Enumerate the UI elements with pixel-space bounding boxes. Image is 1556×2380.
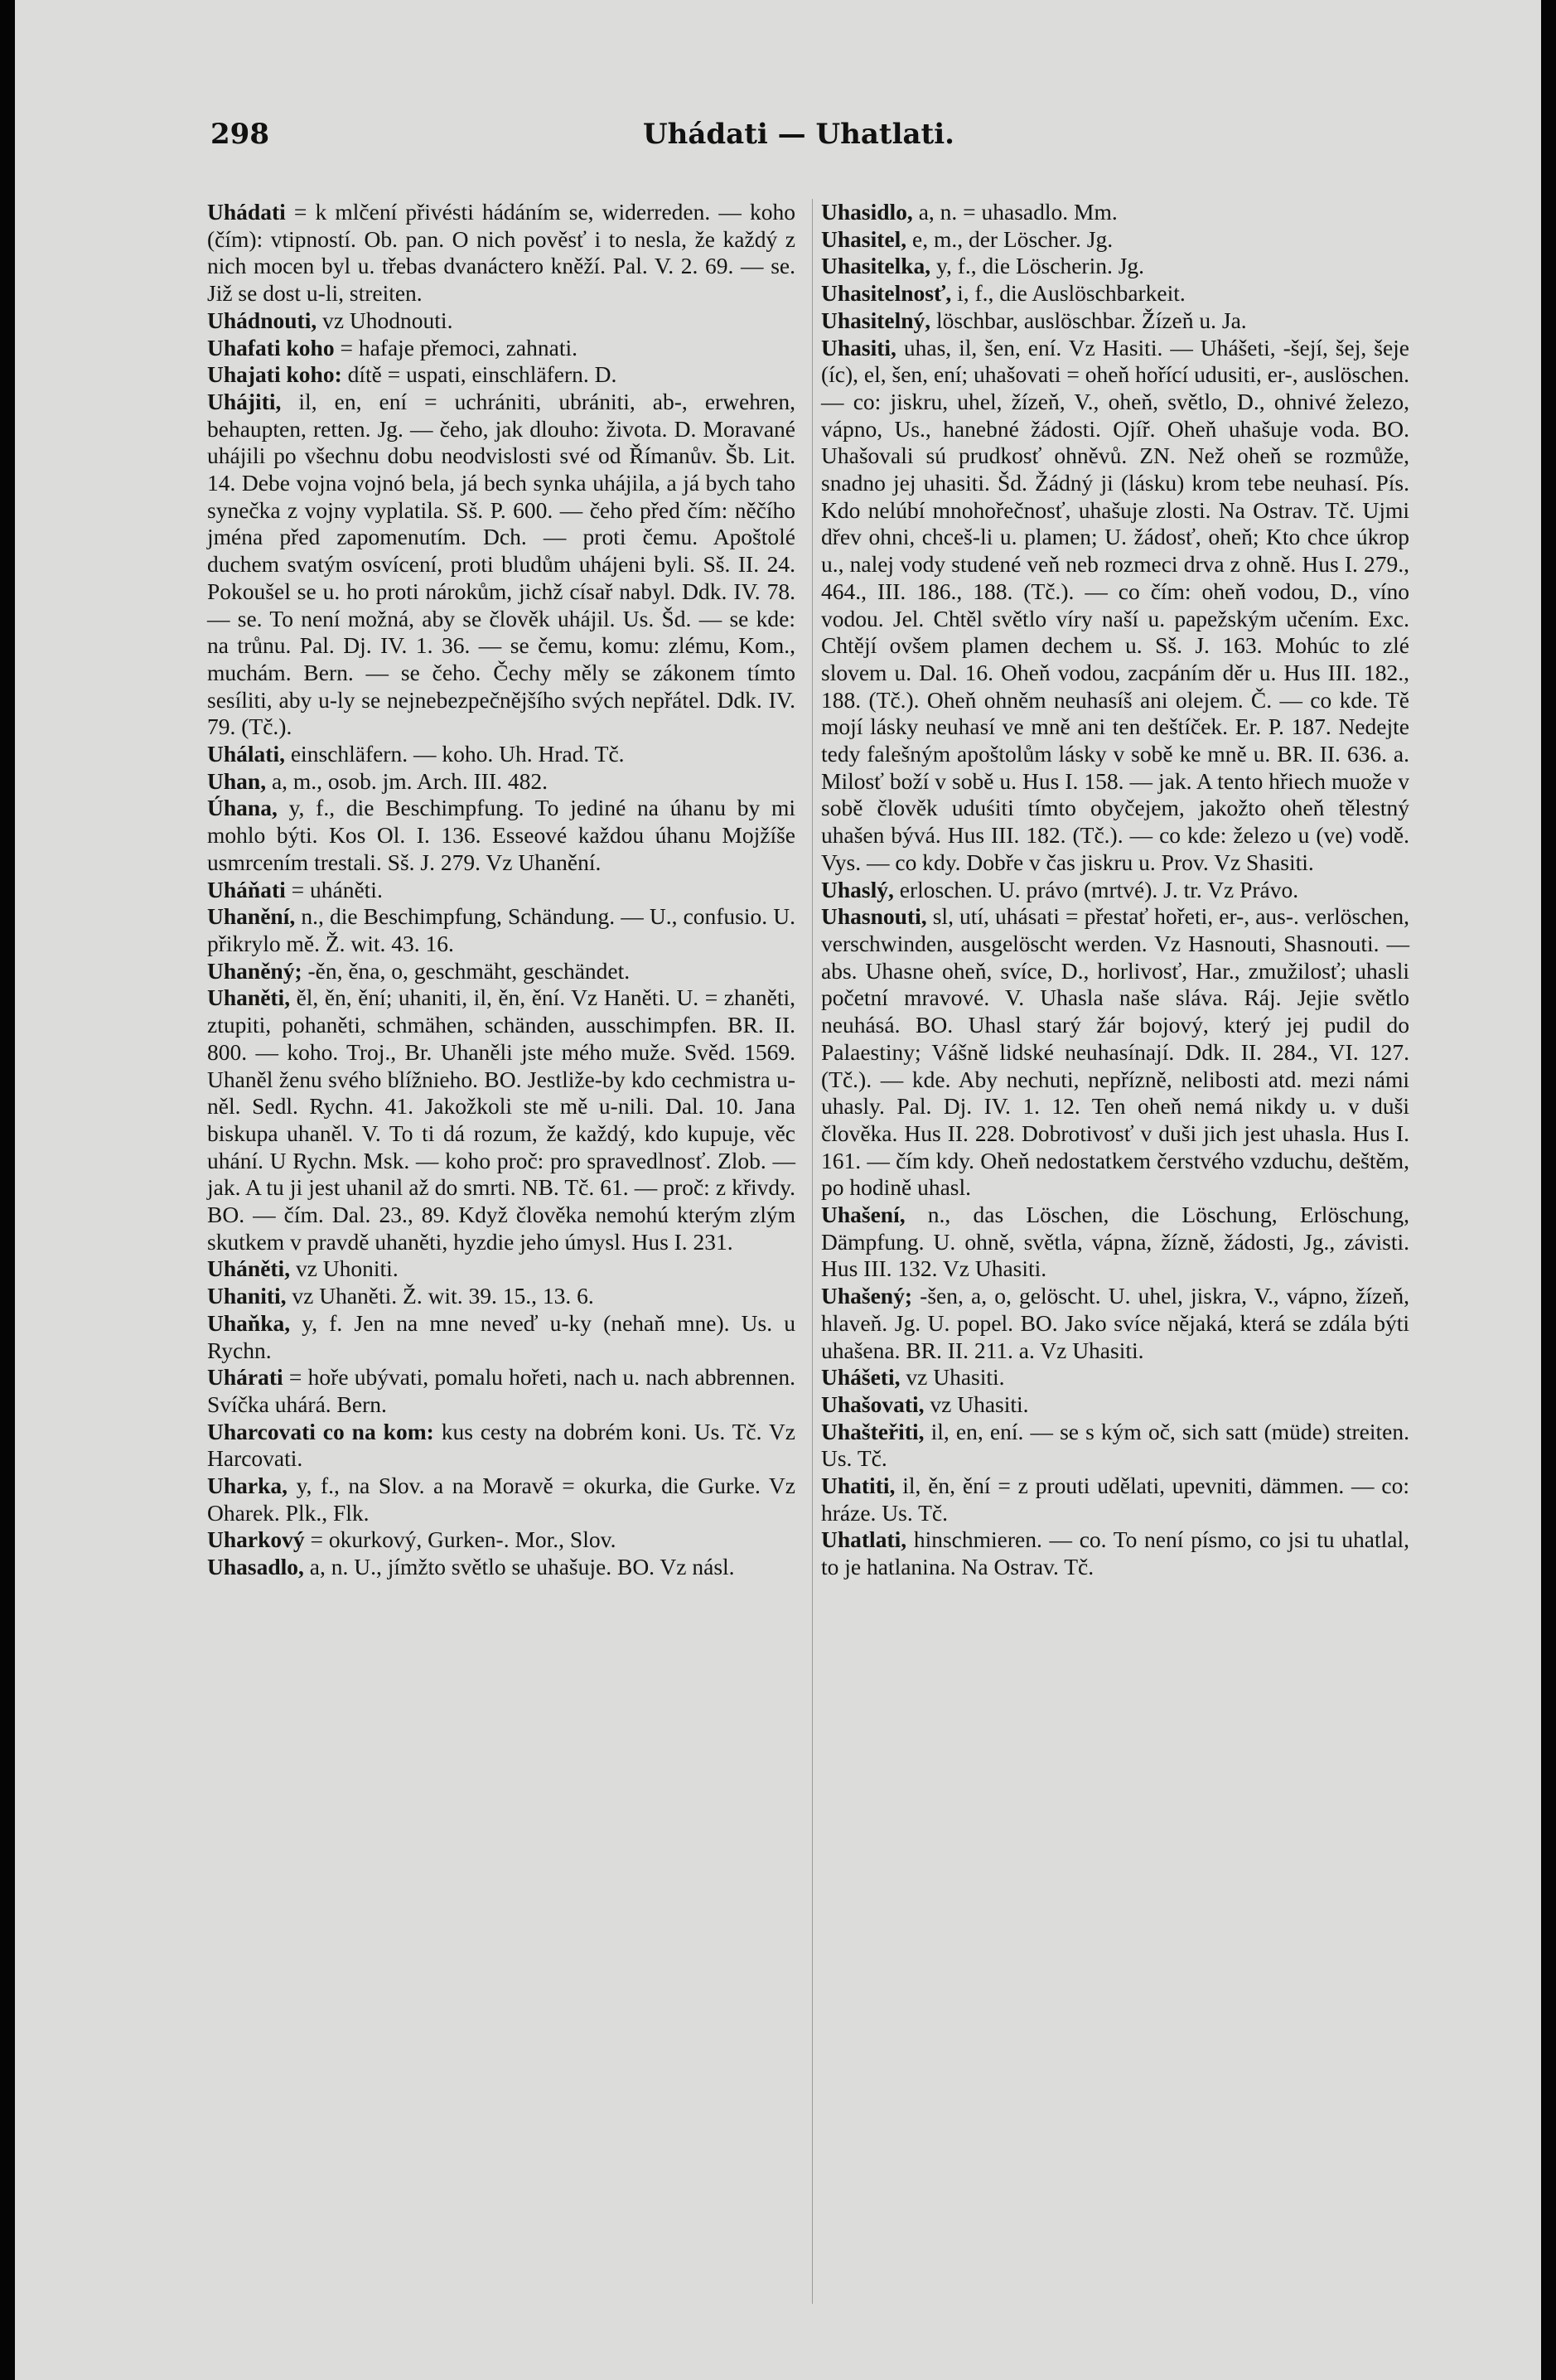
entry-definition: y, f. Jen na mne neveď u-ky (nehaň mne). Us. u Rychn. bbox=[207, 1309, 795, 1363]
entry-definition: vz Uhasiti. bbox=[924, 1391, 1029, 1417]
entry-definition: e, m., der Löscher. Jg. bbox=[906, 225, 1114, 252]
entry-definition: y, f., die Löscherin. Jg. bbox=[930, 253, 1145, 279]
running-head-title: Uhádati — Uhatlati. bbox=[642, 118, 954, 151]
entry-definition: i, f., die Auslöschbarkeit. bbox=[951, 280, 1186, 307]
left-column bbox=[207, 199, 795, 1581]
entry-headword: Uhárati bbox=[207, 1364, 283, 1391]
running-head bbox=[210, 118, 1387, 167]
entry-definition: -šen, a, o, gelöscht. U. uhel, jiskra, V., vápno, žízeň, hlaveň. Jg. U. popel. BO. Jako svíce nějaká, která se zdála býti uhašena. BR. II. 211. a. Vz Uhasiti. bbox=[821, 1283, 1409, 1363]
entry-definition: erloschen. U. právo (mrtvé). J. tr. Vz Právo. bbox=[893, 876, 1299, 902]
entry-definition: uhas, il, šen, ení. Vz Hasiti. — Uhášeti, -šejí, šej, šeje (íc), el, šen, ení; uhašovati = oheň hořící udusiti, er-, auslöschen. — co: jiskru, uhel, žízeň, V., oheň, světlo, D., ohnivé železo, vápno, Us., hanebné žádosti. Ojíř. Oheň uhašuje voda. BO. Uhašovali sú prudkosť ohněvů. ZN. Než oheň se rozmůže, snadno jej uhasiti. Šd. Žádný ji (lásku) krom tebe neuhasí. Pís. Kdo nelúbí mnohořečnosť, uhašuje zlosti. Na Ostrav. Tč. Ujmi dřev ohni, chceš-li u. plamen; U. žádosť, oheň; Kto chce úkrop u., nalej vody studené veň neb rozmeci drva z ohně. Hus I. 279., 464., III. 186., 188. (Tč.). — co čím: oheň vodou, D., víno vodou. Jel. Chtěl světlo víry naší u. papežským učením. Exc. Chtějí ovšem plamen dechem u. Sš. J. 163. Mohúc to zlé slovem u. Dal. 16. Oheň vodou, zacpáním děr u. Hus III. 182., 188. (Tč.). Oheň ohněm neuhasíš ani olejem. Č. — co kde. Tě mojí lásky neuhasí ve mně ani ten deštíček. Er. P. 187. Nedejte tedy falešným apoštolům lásky v sobě ke mně u. BR. II. 636. a. Milosť boží v sobě u. Hus I. 158. — jak. A tento hřiech muože v sobě člověk uduśiti tímto obyčejem, jakožto oheň tělestný uhašen bývá. Hus III. 182. (Tč.). — co kde: železo u (ve) vodě. Vys. — co kdy. Dobře v čas jiskru u. Prov. Vz Shasiti. bbox=[821, 334, 1409, 875]
entry-definition: ěl, ěn, ění; uhaniti, il, ěn, ění. Vz Haněti. U. = zhaněti, ztupiti, pohaněti, schmähen, schänden, ausschimpfen. BR. II. 800. — koho. Troj., Br. Uhaněli jste mého muže. Svěd. 1569. Uhaněl ženu svého blížnieho. BO. Jestliže-by kdo cechmistra u-něl. Sedl. Rychn. 41. Jakožkoli ste mě u-nili. Dal. 10. Jana biskupa uhaněl. V. To ti dá rozum, že každý, kdo kupuje, věc uhání. U Rychn. Msk. — koho proč: pro spravedlnosť. Zlob. — jak. A tu ji jest uhanil až do smrti. NB. Tč. 61. — proč: z křivdy. BO. — čím. Dal. 23., 89. Když člověka nemohú kterým zlým skutkem v pravdě uhaněti, hyzdie jeho úmysl. Hus I. 231. bbox=[207, 984, 795, 1255]
dictionary-entry bbox=[821, 1419, 1409, 1473]
entry-definition: vz Uhodnouti. bbox=[317, 307, 453, 333]
entry-definition: n., das Löschen, die Löschung, Erlöschung, Dämpfung. U. ohně, světla, vápna, žízně, žádosti, Jg., závisti. Hus III. 132. Vz Uhasiti. bbox=[821, 1202, 1409, 1282]
dictionary-entry bbox=[207, 877, 795, 904]
entry-headword: Uhaněti, bbox=[207, 984, 291, 1011]
entry-headword: Uhasitelka, bbox=[821, 253, 931, 279]
entry-headword: Uhaněný; bbox=[207, 957, 302, 984]
dictionary-entry bbox=[821, 1283, 1409, 1364]
dictionary-entry bbox=[207, 389, 795, 741]
entry-definition: einschläfern. — koho. Uh. Hrad. Tč. bbox=[284, 741, 625, 767]
dictionary-entry bbox=[821, 1202, 1409, 1283]
entry-headword: Uhaňka, bbox=[207, 1309, 291, 1336]
entry-definition: = okurkový, Gurken-. Mor., Slov. bbox=[304, 1526, 616, 1553]
dictionary-entry bbox=[821, 1364, 1409, 1391]
entry-headword: Uhájiti, bbox=[207, 388, 282, 414]
dictionary-entry bbox=[207, 1310, 795, 1364]
entry-definition: kus cesty na dobrém koni. Us. Tč. Vz Harcovati. bbox=[207, 1418, 795, 1472]
entry-definition: a, n. = uhasadlo. Mm. bbox=[912, 199, 1118, 225]
column-divider bbox=[812, 199, 813, 2304]
dictionary-entry bbox=[821, 307, 1409, 335]
dictionary-entry bbox=[207, 903, 795, 957]
entry-headword: Uhasnouti, bbox=[821, 903, 927, 930]
entry-headword: Uhašteřiti, bbox=[821, 1418, 925, 1444]
entry-definition: y, f., na Slov. a na Moravě = okurka, die Gurke. Vz Oharek. Plk., Flk. bbox=[207, 1473, 795, 1526]
entry-headword: Uhašený; bbox=[821, 1283, 913, 1309]
dictionary-entry bbox=[207, 741, 795, 768]
entry-definition: -ěn, ěna, o, geschmäht, geschändet. bbox=[302, 957, 631, 984]
entry-definition: löschbar, auslöschbar. Žízeň u. Ja. bbox=[930, 307, 1247, 333]
entry-headword: Uhasidlo, bbox=[821, 199, 913, 225]
dictionary-entry bbox=[821, 335, 1409, 877]
entry-headword: Uhasadlo, bbox=[207, 1554, 304, 1580]
entry-definition: dítě = uspati, einschläfern. D. bbox=[341, 361, 617, 388]
entry-headword: Uhaslý, bbox=[821, 876, 894, 902]
entry-definition: vz Uhoniti. bbox=[290, 1255, 399, 1282]
entry-definition: = hafaje přemoci, zahnati. bbox=[334, 334, 578, 360]
entry-headword: Úhana, bbox=[207, 795, 278, 821]
entry-headword: Uhatlati, bbox=[821, 1526, 907, 1553]
entry-headword: Uhaniti, bbox=[207, 1283, 287, 1309]
entry-headword: Uhafati koho bbox=[207, 334, 335, 360]
dictionary-entry bbox=[821, 903, 1409, 1202]
entry-definition: il, en, ení. — se s kým oč, sich satt (müde) streiten. Us. Tč. bbox=[821, 1418, 1409, 1472]
dictionary-entry bbox=[821, 877, 1409, 904]
entry-headword: Uhasitelný, bbox=[821, 307, 931, 333]
page-number: 298 bbox=[210, 118, 269, 151]
entry-headword: Uhádati bbox=[207, 199, 286, 225]
entry-headword: Uhádnouti, bbox=[207, 307, 317, 333]
entry-headword: Uharka, bbox=[207, 1473, 288, 1499]
dictionary-entry bbox=[207, 361, 795, 389]
entry-headword: Uhasitelnosť, bbox=[821, 280, 952, 307]
dictionary-entry bbox=[821, 1473, 1409, 1526]
entry-headword: Uhášeti, bbox=[821, 1364, 901, 1391]
entry-headword: Uhašovati, bbox=[821, 1391, 925, 1417]
entry-headword: Uhajati koho: bbox=[207, 361, 342, 388]
dictionary-entry bbox=[207, 1419, 795, 1473]
dictionary-entry bbox=[821, 199, 1409, 226]
entry-headword: Uharcovati co na kom: bbox=[207, 1418, 434, 1444]
dictionary-page bbox=[15, 0, 1541, 2380]
dictionary-entry bbox=[207, 795, 795, 876]
dictionary-entry bbox=[821, 280, 1409, 307]
dictionary-entry bbox=[821, 1391, 1409, 1419]
dictionary-entry bbox=[207, 1283, 795, 1310]
dictionary-entry bbox=[207, 1526, 795, 1554]
entry-headword: Uhasiti, bbox=[821, 334, 896, 360]
dictionary-entry bbox=[207, 1473, 795, 1526]
dictionary-entry bbox=[821, 253, 1409, 280]
entry-definition: vz Uhaněti. Ž. wit. 39. 15., 13. 6. bbox=[286, 1283, 594, 1309]
dictionary-entry bbox=[207, 1255, 795, 1283]
entry-headword: Uháněti, bbox=[207, 1255, 291, 1282]
right-column bbox=[821, 199, 1409, 1581]
dictionary-entry bbox=[207, 984, 795, 1255]
dictionary-entry bbox=[207, 1364, 795, 1418]
entry-headword: Uhašení, bbox=[821, 1202, 906, 1228]
entry-headword: Uhanění, bbox=[207, 903, 296, 930]
dictionary-entry bbox=[207, 768, 795, 796]
entry-definition: a, m., osob. jm. Arch. III. 482. bbox=[266, 767, 548, 794]
entry-headword: Uharkový bbox=[207, 1526, 305, 1553]
dictionary-entry bbox=[207, 335, 795, 362]
entry-headword: Uhálati, bbox=[207, 741, 285, 767]
entry-definition: a, n. U., jímžto světlo se uhašuje. BO. Vz násl. bbox=[303, 1554, 735, 1580]
dictionary-entry bbox=[207, 199, 795, 307]
entry-definition: y, f., die Beschimpfung. To jediné na úhanu by mi mohlo býti. Kos Ol. I. 136. Esseové každou úhanu Mojžíše usmrcením trestali. Sš. J. 279. Vz Uhanění. bbox=[207, 795, 795, 875]
entry-headword: Uháňati bbox=[207, 876, 286, 902]
dictionary-entry bbox=[207, 307, 795, 335]
entry-definition: hinschmieren. — co. To není písmo, co jsi tu uhatlal, to je hatlanina. Na Ostrav. Tč. bbox=[821, 1526, 1409, 1580]
entry-headword: Uhasitel, bbox=[821, 225, 907, 252]
entry-definition: = k mlčení přivésti hádáním se, widerreden. — koho (čím): vtipností. Ob. pan. O nich pověsť i to nesla, že každý z nich mocen byl u. třebas dvanáctero kněží. Pal. V. 2. 69. — se. Již se dost u-li, streiten. bbox=[207, 199, 795, 307]
entry-definition: sl, utí, uhásati = přestať hořeti, er-, aus-. verlöschen, verschwinden, ausgelöscht werden. Vz Hasnouti, Shasnouti. — abs. Uhasne oheň, svíce, D., horlivosť, Har., zmužilosť; uhasli početní mravové. V. Uhasla naše sláva. Ráj. Jejie světlo neuhásá. BO. Uhasl starý žár bojový, který jej pudil do Palaestiny; Vášně lidské neuhasínají. Ddk. II. 284., VI. 127. (Tč.). — kde. Aby nechuti, nepřízně, nelibosti atd. mezi námi uhasly. Pal. Dj. IV. 1. 12. Ten oheň nemá nikdy u. v duši člověka. Hus II. 228. Dobrotivosť v duši jich jest uhasla. Hus I. 161. — čím kdy. Oheň nedostatkem čerstvého vzduchu, deštěm, po hodině uhasl. bbox=[821, 903, 1409, 1201]
entry-definition: n., die Beschimpfung, Schändung. — U., confusio. U. přikrylo mě. Ž. wit. 43. 16. bbox=[207, 903, 795, 956]
entry-definition: vz Uhasiti. bbox=[900, 1364, 1005, 1391]
entry-definition: il, ěn, ění = z prouti udělati, upevniti, dämmen. — co: hráze. Us. Tč. bbox=[821, 1473, 1409, 1526]
entry-definition: il, en, ení = uchrániti, ubrániti, ab-, erwehren, behaupten, retten. Jg. — čeho, jak dlouho: života. D. Moravané uhájili po všechnu dobu neodvislosti své od Římanův. Šb. Lit. 14. Debe vojna vojnó bela, já bech synka uhájila, a já bych taho synečka z vojny vyplatila. Sš. P. 600. — čeho před čím: něčího jména před zapomenutím. Dch. — proti čemu. Apoštolé duchem svatým osvícení, proti bludům uhájeni byli. Sš. II. 24. Pokoušel se u. ho proti nárokům, jichž císař nabyl. Ddk. IV. 78. — se. To není možná, aby se člověk uhájil. Us. Šd. — se kde: na trůnu. Pal. Dj. IV. 1. 36. — se čemu, komu: zlému, Kom., muchám. Bern. — se čeho. Čechy měly se zákonem tímto sesíliti, aby u-ly se nejnebezpečnějšího svých nepřátel. Ddk. IV. 79. (Tč.). bbox=[207, 388, 795, 740]
dictionary-entry bbox=[821, 226, 1409, 254]
entry-definition: = uháněti. bbox=[285, 876, 383, 902]
dictionary-entry bbox=[207, 1554, 795, 1581]
entry-definition: = hoře ubývati, pomalu hořeti, nach u. nach abbrennen. Svíčka uhárá. Bern. bbox=[207, 1364, 795, 1417]
entry-headword: Uhan, bbox=[207, 767, 267, 794]
dictionary-entry bbox=[207, 958, 795, 985]
entry-headword: Uhatiti, bbox=[821, 1473, 896, 1499]
dictionary-entry bbox=[821, 1526, 1409, 1580]
